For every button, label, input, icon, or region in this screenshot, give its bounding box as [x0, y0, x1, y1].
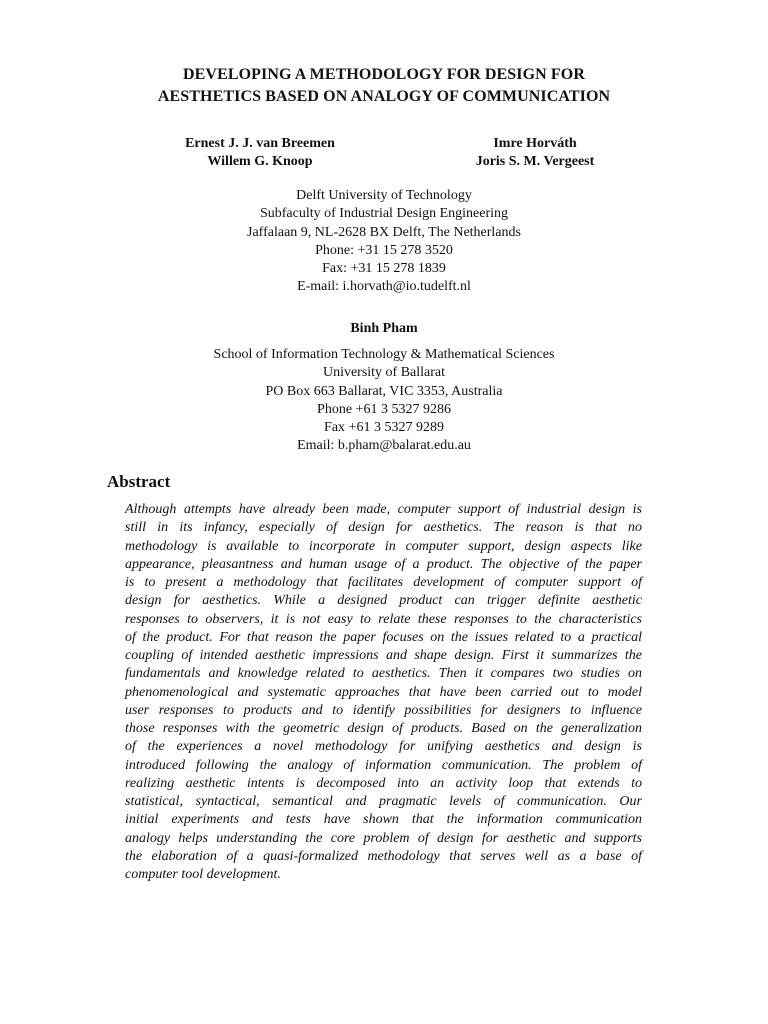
abstract-body [125, 501, 642, 884]
affiliation-line: Fax: +31 15 278 1839 [322, 261, 446, 277]
abstract-line: is to present a methodology that facilitates development of computer support of [125, 575, 642, 590]
abstract-line: of the experiences a novel methodology for unifying aesthetics and design is [125, 739, 642, 755]
affiliation-line: Jaffalaan 9, NL-2628 BX Delft, The Netherlands [247, 224, 521, 240]
abstract-line: still in its infancy, especially of design for aesthetics. The reason is that no [125, 520, 642, 536]
affiliation-ballarat [0, 346, 768, 456]
affiliation-line: E-mail: i.horvath@io.tudelft.nl [297, 279, 471, 295]
abstract-line: methodology is available to incorporate in computer support, design aspects like [125, 538, 642, 554]
affiliation-line: PO Box 663 Ballarat, VIC 3353, Australia [265, 383, 503, 399]
title-line: AESTHETICS BASED ON ANALOGY OF COMMUNICATION [157, 88, 611, 105]
author-name: Imre Horváth [493, 136, 577, 151]
abstract-line: realizing aesthetic intents is decomposed into an activity loop that extends to [125, 775, 642, 791]
affiliation-line: Email: b.pham@balarat.edu.au [297, 438, 471, 454]
affiliation-line: Phone: +31 15 278 3520 [315, 242, 453, 258]
abstract-line: responses to observers, it is not easy to relate these responses to the characteristics [125, 611, 642, 627]
affiliation-line: School of Information Technology & Mathematical Sciences [213, 347, 555, 362]
abstract-line: those responses with the geometric design of products. Based on the generalization [125, 721, 642, 736]
authors-right [450, 135, 620, 171]
abstract-heading: Abstract [107, 472, 171, 491]
abstract-line: user responses to products and to identify possibilities for designers to influence [125, 702, 642, 718]
author-name: Binh Pham [350, 321, 418, 336]
author-name: Ernest J. J. van Breemen [185, 136, 335, 151]
abstract-line: phenomenological and systematic approaches that have been carried out to model [125, 684, 642, 700]
authors-left [170, 135, 350, 171]
title-line: DEVELOPING A METHODOLOGY FOR DESIGN FOR [182, 66, 586, 83]
affiliation-line: University of Ballarat [322, 365, 446, 381]
abstract-line: of the product. For that reason the paper focuses on the issues related to a practical [125, 629, 642, 645]
abstract-line: analogy helps understanding the core problem of design for aesthetic and supports [125, 830, 642, 846]
author-name: Joris S. M. Vergeest [475, 154, 595, 169]
abstract-line: the elaboration of a quasi-formalized methodology that serves well as a base of [125, 848, 642, 864]
abstract-line: statistical, syntactical, semantical and pragmatic levels of communication. Our [125, 794, 642, 809]
abstract-line: Although attempts have already been made, computer support of industrial design is [125, 502, 642, 517]
affiliation-delft [0, 187, 768, 297]
abstract-line: fundamentals and knowledge related to aesthetics. Then it compares two studies on [125, 666, 642, 682]
abstract-line: introduced following the analogy of information communication. The problem of [125, 757, 642, 773]
affiliation-line: Subfaculty of Industrial Design Engineering [259, 206, 509, 222]
affiliation-line: Delft University of Technology [296, 188, 472, 203]
abstract-line: coupling of intended aesthetic impressions and shape design. First it summarizes the [125, 648, 642, 663]
abstract-line: design for aesthetics. While a designed product can trigger definite aesthetic [125, 593, 642, 609]
affiliation-line: Fax +61 3 5327 9289 [324, 420, 444, 436]
author-name: Willem G. Knoop [207, 154, 313, 169]
affiliation-line: Phone +61 3 5327 9286 [317, 401, 451, 417]
paper-title [0, 64, 768, 108]
abstract-line: computer tool development. [125, 867, 281, 882]
abstract-line: initial experiments and tests have shown that the information communication [125, 812, 642, 828]
abstract-line: appearance, pleasantness and human usage of a product. The objective of the paper [125, 556, 642, 572]
